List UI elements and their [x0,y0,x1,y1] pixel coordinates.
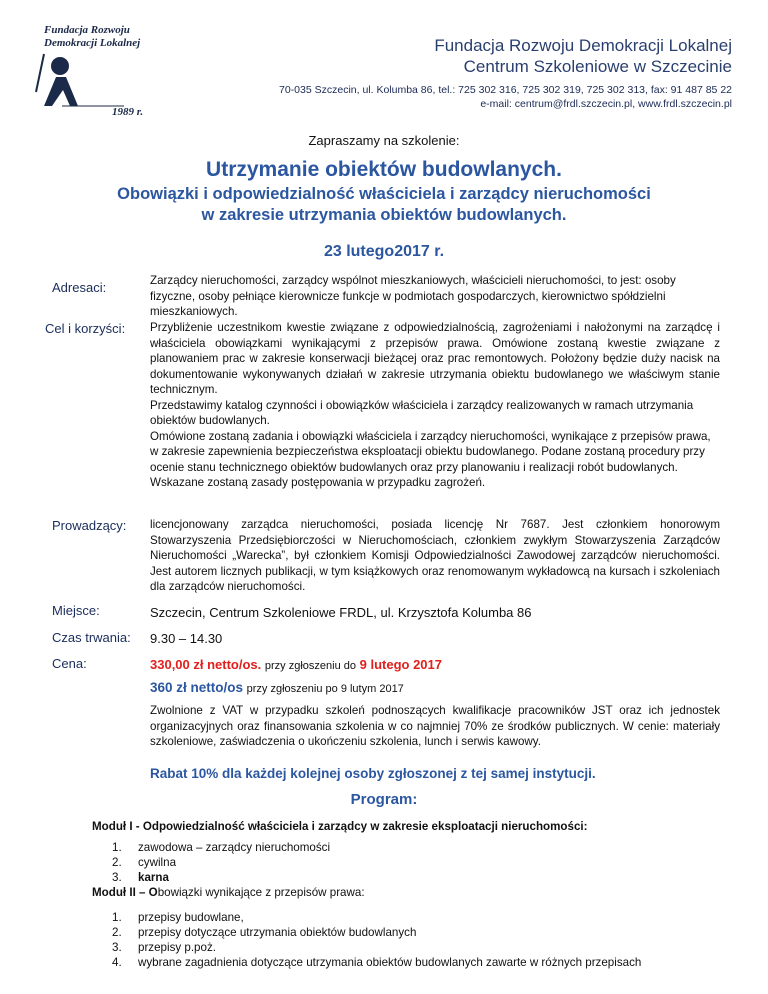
discount-text: Rabat 10% dla każdej kolejnej osoby zgłoszonej z tej samej instytucji. [150,766,596,781]
list-item-number: 2. [112,926,122,939]
module2-title-prefix: Moduł II – O [92,886,158,899]
list-item-number: 4. [112,956,122,969]
list-item [112,955,641,970]
czas-text: 9.30 – 14.30 [150,631,223,646]
price-early-value: 330,00 zł netto/os. [150,657,262,672]
subtitle-line2: w zakresie utrzymania obiektów budowlanych. [201,206,567,224]
adresaci-text: Zarządcy nieruchomości, zarządcy wspólnot mieszkaniowych, właścicieli nieruchomości, to jest: osoby fizyczne, osoby pełniące kierownicze funkcje w podmiotach gospodarczych, kierownictwo spółdzielni mieszkaniowych. [150,274,676,318]
cena-label: Cena: [52,656,87,671]
list-item [112,925,641,940]
cel-block [150,320,720,491]
price-early [150,657,442,672]
org-center: Centrum Szkoleniowe w Szczecinie [463,57,732,76]
miejsce-text: Szczecin, Centrum Szkoleniowe FRDL, ul. Krzysztofa Kolumba 86 [150,605,532,620]
vat-text: Zwolnione z VAT w przypadku szkoleń podnoszących kwalifikacje pracowników JST oraz ich jednostek organizacyjnych oraz finansowania szkolenia w co najmniej 70% ze środków publicznych. W cenie: materiały szkoleniowe, zaświadczenia o ukończeniu szkolenia, lunch i serwis kawowy. [150,704,720,748]
list-item [112,840,330,855]
adresaci-label: Adresaci: [52,280,107,295]
org-name: Fundacja Rozwoju Demokracji Lokalnej [434,36,732,55]
module1-title: Moduł I - Odpowiedzialność właściciela i zarządcy w zakresie eksploatacji nieruchomości: [92,820,588,833]
logo-walking-figure-icon [34,52,124,108]
list-item-number: 3. [112,941,122,954]
list-item-text: przepisy budowlane, [138,911,244,924]
miejsce-label: Miejsce: [52,603,100,618]
prowadzacy-text: licencjonowany zarządca nieruchomości, posiada licencję Nr 7687. Jest członkiem honorowym Stowarzyszenia Przedsiębiorczości w Nieruchomościach, członkiem zwykłym Stowarzyszenia Zarządców Nieruchomości „Warecka”, był członkiem Komisji Odpowiedzialności Zawodowej zarządców nieruchomości. Jest autorem licznych publikacji, w tym książkowych oraz renomowanym wykładowcą na kursach i szkoleniach dla zarządców nieruchomości. [150,518,720,593]
list-item-text: zawodowa – zarządcy nieruchomości [138,841,331,854]
training-title: Utrzymanie obiektów budowlanych. [206,158,562,181]
subtitle-line1: Obowiązki i odpowiedzialność właściciela i zarządcy nieruchomości [117,185,651,203]
invite-text: Zapraszamy na szkolenie: [308,133,460,148]
org-contact: e-mail: centrum@frdl.szczecin.pl, www.frdl.szczecin.pl [480,98,732,110]
price-early-date: 9 lutego 2017 [359,657,442,672]
training-subtitle [0,184,768,226]
logo-name-line2: Demokracji Lokalnej [44,37,141,49]
list-item-number: 1. [112,841,122,854]
price-late [150,680,404,695]
module1-list [112,840,330,885]
program-title: Program: [350,791,418,808]
list-item-number: 1. [112,911,122,924]
list-item-text: cywilna [138,856,177,869]
list-item [112,940,641,955]
module2-title-rest: bowiązki wynikające z przepisów prawa: [157,886,365,899]
prowadzacy-label: Prowadzący: [52,518,127,533]
list-item-text: przepisy p.poż. [138,941,216,954]
price-late-condition: przy zgłoszeniu po 9 lutym 2017 [246,683,404,695]
org-address: 70-035 Szczecin, ul. Kolumba 86, tel.: 725 302 316, 725 302 319, 725 302 313, fax: 91 487 85 22 [278,84,732,96]
price-late-value: 360 zł netto/os [150,680,244,695]
logo-name-line1: Fundacja Rozwoju [44,24,130,36]
czas-label: Czas trwania: [52,630,131,645]
list-item [112,910,641,925]
list-item-text: przepisy dotyczące utrzymania obiektów budowlanych [138,926,417,939]
cel-paragraph: Przybliżenie uczestnikom kwestie związane z odpowiedzialnością, zagrożeniami i nałożonymi na zarządcę i właściciela obowiązkami wynikającymi z przepisów prawa. Omówione zostaną kwestie związane z planowaniem prac w zakresie konserwacji bieżącej oraz prac remontowych. Położony będzie duży nacisk na dokumentowanie wykonywanych działań w zakresie utrzymania obiektu budowlanego we właściwym stanie technicznym. [150,321,720,396]
cel-paragraph: Omówione zostaną zadania i obowiązki właściciela i zarządcy nieruchomości, wynikające z przepisów prawa, w zakresie zapewnienia bezpieczeństwa eksploatacji obiektu budowlanego. Podane zostaną procedury przy ocenie stanu technicznego obiektów budowlanych oraz przy planowaniu i realizacji robót budowlanych. Wskazane zostaną zasady postępowania w przypadku zagrożeń. [150,429,711,489]
training-date: 23 lutego2017 r. [323,243,445,260]
module2-title [92,886,365,899]
cel-label: Cel i korzyści: [45,321,126,336]
price-early-condition: przy zgłoszeniu do [264,660,356,672]
list-item-number: 3. [112,871,122,884]
list-item-text: karna [138,871,169,884]
list-item-number: 2. [112,856,122,869]
list-item [112,870,330,885]
list-item [112,855,330,870]
list-item-text: wybrane zagadnienia dotyczące utrzymania obiektów budowlanych zawarte w różnych przepisach [138,956,642,969]
module2-list [112,910,641,970]
logo-name [44,24,140,50]
cel-paragraph: Przedstawimy katalog czynności i obowiązków właściciela i zarządcy realizowanych w ramach utrzymania obiektów budowlanych. [150,398,694,427]
logo-year: 1989 r. [112,106,144,118]
